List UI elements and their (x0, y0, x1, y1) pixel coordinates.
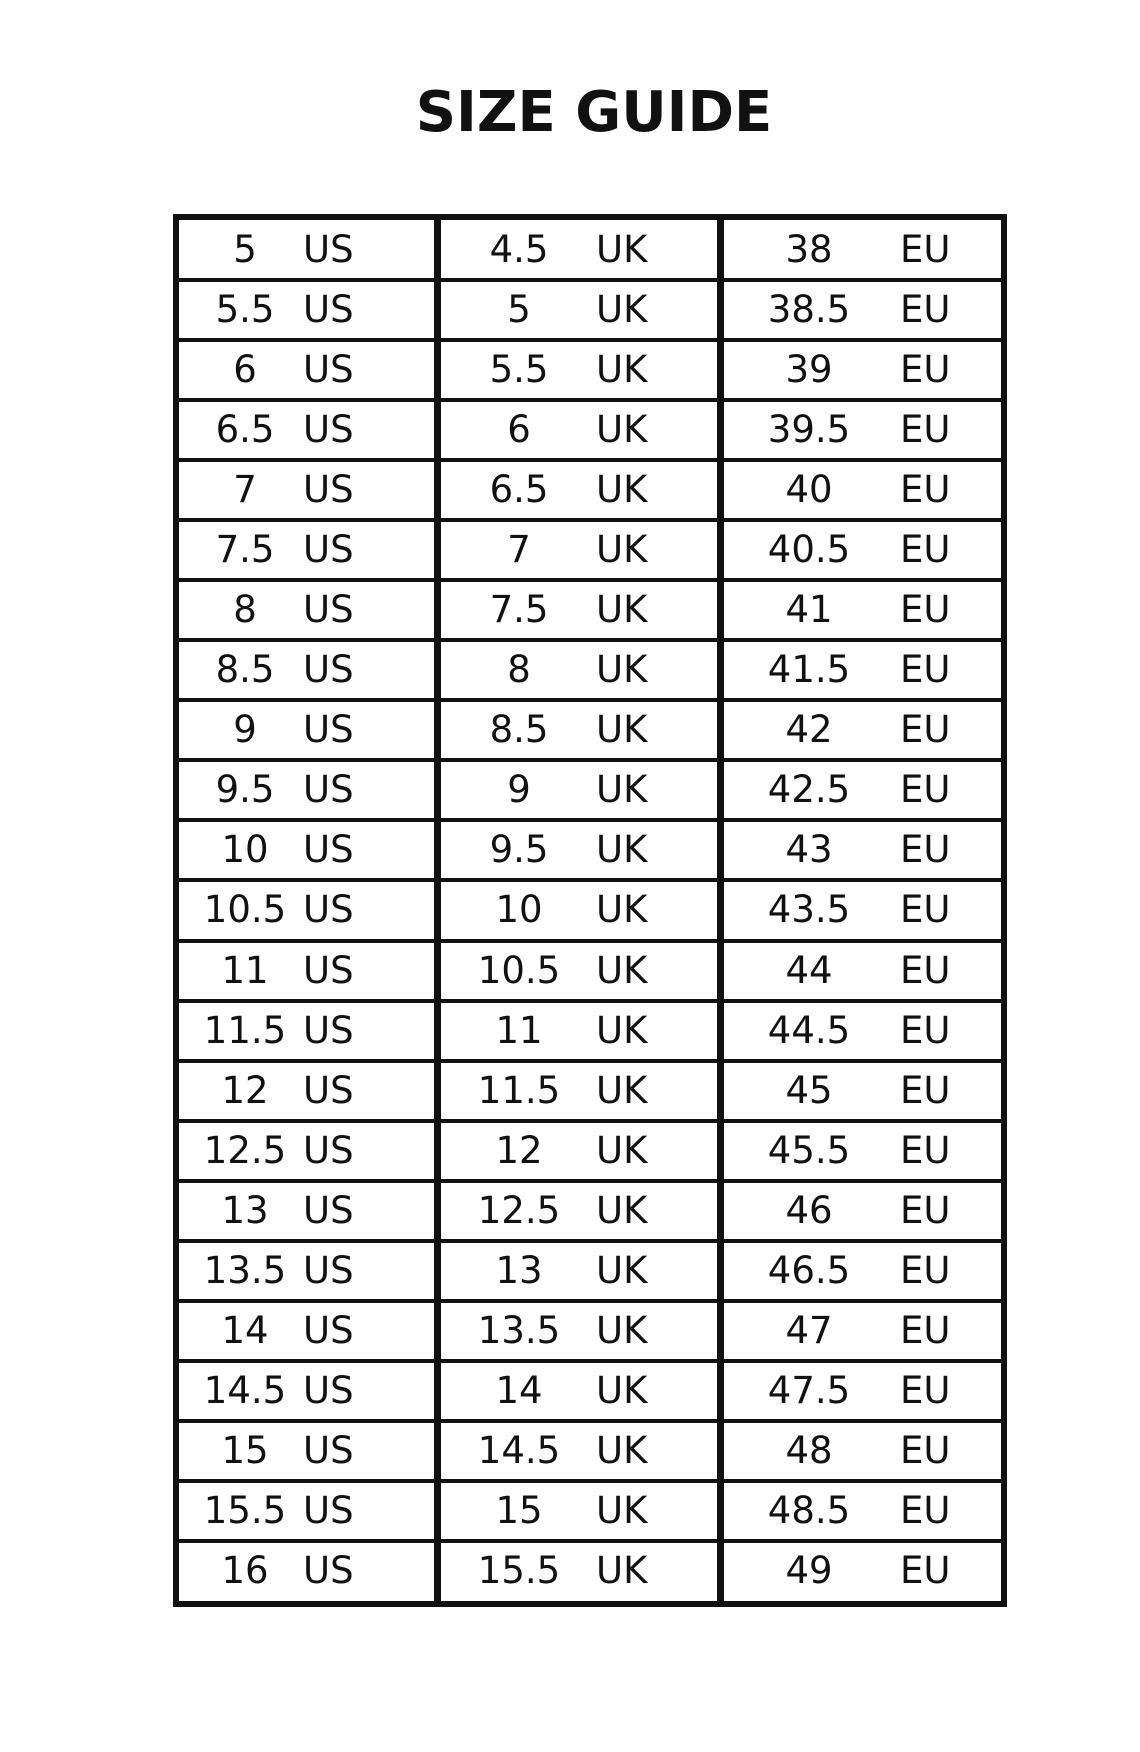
us-unit-label: US (303, 1068, 354, 1112)
us-size-value: 7.5 (215, 528, 275, 572)
table-row (179, 280, 1001, 340)
table-row (179, 1361, 1001, 1421)
us-unit-label: US (303, 948, 354, 992)
uk-size-value: 6 (507, 408, 531, 452)
uk-size-value: 4.5 (489, 228, 549, 271)
eu-size-value: 44 (785, 948, 833, 992)
uk-size-value: 14 (495, 1368, 543, 1412)
eu-size-value: 45.5 (767, 1128, 851, 1172)
uk-size-value: 12 (495, 1128, 543, 1172)
eu-unit-label: EU (900, 948, 951, 992)
eu-unit-label: EU (900, 1008, 951, 1052)
us-unit-label: US (303, 1128, 354, 1172)
us-unit-label: US (303, 1308, 354, 1352)
eu-size-value: 43 (785, 828, 833, 872)
eu-size-value: 43.5 (767, 888, 851, 932)
uk-unit-label: UK (596, 468, 648, 512)
eu-unit-label: EU (900, 288, 951, 332)
uk-unit-label: UK (596, 948, 648, 992)
us-size-value: 9 (233, 708, 257, 752)
uk-unit-label: UK (596, 1068, 648, 1112)
us-size-value: 12.5 (203, 1128, 287, 1172)
eu-size-value: 45 (785, 1068, 833, 1112)
uk-size-value: 14.5 (477, 1428, 561, 1472)
eu-unit-label: EU (900, 528, 951, 572)
uk-size-value: 9.5 (489, 828, 549, 872)
us-size-value: 13.5 (203, 1248, 287, 1292)
eu-unit-label: EU (900, 768, 951, 812)
eu-unit-label: EU (900, 468, 951, 512)
uk-unit-label: UK (596, 888, 648, 932)
eu-unit-label: EU (900, 888, 951, 932)
uk-size-value: 7.5 (489, 588, 549, 632)
table-row (179, 520, 1001, 580)
eu-unit-label: EU (900, 408, 951, 452)
eu-size-value: 47.5 (767, 1368, 851, 1412)
us-size-value: 5.5 (215, 288, 275, 332)
uk-size-value: 12.5 (477, 1188, 561, 1232)
eu-size-value: 49 (785, 1548, 833, 1592)
uk-unit-label: UK (596, 528, 648, 572)
eu-size-value: 44.5 (767, 1008, 851, 1052)
eu-unit-label: EU (900, 228, 951, 271)
us-size-value: 16 (221, 1548, 269, 1592)
uk-size-value: 9 (507, 768, 531, 812)
us-unit-label: US (303, 468, 354, 512)
uk-unit-label: UK (596, 1128, 648, 1172)
table-row (179, 340, 1001, 400)
us-size-value: 5 (233, 228, 257, 271)
us-unit-label: US (303, 348, 354, 392)
uk-unit-label: UK (596, 348, 648, 392)
us-unit-label: US (303, 528, 354, 572)
eu-unit-label: EU (900, 1368, 951, 1412)
uk-size-value: 6.5 (489, 468, 549, 512)
eu-size-value: 48 (785, 1428, 833, 1472)
uk-size-value: 15.5 (477, 1548, 561, 1592)
uk-unit-label: UK (596, 1548, 648, 1592)
eu-unit-label: EU (900, 648, 951, 692)
eu-size-value: 40.5 (767, 528, 851, 572)
eu-size-value: 42.5 (767, 768, 851, 812)
us-unit-label: US (303, 1188, 354, 1232)
eu-size-value: 40 (785, 468, 833, 512)
table-row (179, 1001, 1001, 1061)
table-row (179, 1121, 1001, 1181)
us-size-value: 14.5 (203, 1368, 287, 1412)
table-row (179, 1061, 1001, 1121)
table-row (179, 941, 1001, 1001)
us-unit-label: US (303, 1368, 354, 1412)
eu-unit-label: EU (900, 828, 951, 872)
uk-size-value: 11.5 (477, 1068, 561, 1112)
us-unit-label: US (303, 828, 354, 872)
size-table-rows (179, 220, 1001, 1601)
uk-unit-label: UK (596, 288, 648, 332)
uk-size-value: 10 (495, 888, 543, 932)
eu-size-value: 38.5 (767, 288, 851, 332)
uk-unit-label: UK (596, 708, 648, 752)
uk-size-value: 8 (507, 648, 531, 692)
eu-size-value: 42 (785, 708, 833, 752)
uk-size-value: 10.5 (477, 948, 561, 992)
uk-size-value: 13 (495, 1248, 543, 1292)
us-size-value: 13 (221, 1188, 269, 1232)
table-row (179, 460, 1001, 520)
table-row (179, 760, 1001, 820)
eu-size-value: 38 (785, 228, 833, 271)
uk-unit-label: UK (596, 1008, 648, 1052)
table-row (179, 1181, 1001, 1241)
us-unit-label: US (303, 1428, 354, 1472)
eu-size-value: 41.5 (767, 648, 851, 692)
eu-unit-label: EU (900, 1488, 951, 1532)
us-size-value: 8 (233, 588, 257, 632)
uk-unit-label: UK (596, 648, 648, 692)
us-unit-label: US (303, 288, 354, 332)
uk-size-value: 5 (507, 288, 531, 332)
us-unit-label: US (303, 1488, 354, 1532)
us-size-value: 12 (221, 1068, 269, 1112)
eu-unit-label: EU (900, 588, 951, 632)
us-unit-label: US (303, 708, 354, 752)
us-size-value: 10.5 (203, 888, 287, 932)
us-size-value: 10 (221, 828, 269, 872)
table-row (179, 580, 1001, 640)
eu-unit-label: EU (900, 348, 951, 392)
uk-size-value: 7 (507, 528, 531, 572)
eu-size-value: 39.5 (767, 408, 851, 452)
eu-unit-label: EU (900, 1248, 951, 1292)
us-size-value: 14 (221, 1308, 269, 1352)
us-unit-label: US (303, 588, 354, 632)
eu-unit-label: EU (900, 1188, 951, 1232)
eu-size-value: 48.5 (767, 1488, 851, 1532)
eu-unit-label: EU (900, 1428, 951, 1472)
uk-unit-label: UK (596, 1188, 648, 1232)
us-unit-label: US (303, 408, 354, 452)
uk-unit-label: UK (596, 588, 648, 632)
uk-size-value: 8.5 (489, 708, 549, 752)
table-row (179, 1541, 1001, 1601)
us-unit-label: US (303, 1548, 354, 1592)
us-size-value: 6 (233, 348, 257, 392)
us-size-value: 15.5 (203, 1488, 287, 1532)
eu-unit-label: EU (900, 1548, 951, 1592)
table-row (179, 1481, 1001, 1541)
table-row (179, 820, 1001, 880)
us-unit-label: US (303, 768, 354, 812)
uk-unit-label: UK (596, 1308, 648, 1352)
eu-size-value: 46.5 (767, 1248, 851, 1292)
uk-unit-label: UK (596, 228, 648, 271)
uk-unit-label: UK (596, 408, 648, 452)
table-row (179, 880, 1001, 940)
uk-unit-label: UK (596, 1248, 648, 1292)
us-unit-label: US (303, 1248, 354, 1292)
us-size-value: 9.5 (215, 768, 275, 812)
uk-size-value: 11 (495, 1008, 543, 1052)
us-unit-label: US (303, 228, 354, 271)
eu-size-value: 47 (785, 1308, 833, 1352)
uk-unit-label: UK (596, 1368, 648, 1412)
us-size-value: 15 (221, 1428, 269, 1472)
size-table (173, 214, 1007, 1607)
uk-unit-label: UK (596, 828, 648, 872)
us-size-value: 7 (233, 468, 257, 512)
eu-unit-label: EU (900, 708, 951, 752)
page-title: SIZE GUIDE (415, 80, 773, 145)
us-size-value: 6.5 (215, 408, 275, 452)
uk-size-value: 15 (495, 1488, 543, 1532)
table-row (179, 400, 1001, 460)
eu-size-value: 46 (785, 1188, 833, 1232)
us-unit-label: US (303, 888, 354, 932)
us-size-value: 11.5 (203, 1008, 287, 1052)
table-row (179, 700, 1001, 760)
table-row (179, 1241, 1001, 1301)
uk-unit-label: UK (596, 1488, 648, 1532)
us-size-value: 8.5 (215, 648, 275, 692)
uk-unit-label: UK (596, 768, 648, 812)
eu-unit-label: EU (900, 1128, 951, 1172)
us-size-value: 11 (221, 948, 269, 992)
eu-size-value: 41 (785, 588, 833, 632)
table-row (179, 1421, 1001, 1481)
eu-unit-label: EU (900, 1308, 951, 1352)
table-row (179, 220, 1001, 280)
us-unit-label: US (303, 648, 354, 692)
table-row (179, 1301, 1001, 1361)
uk-unit-label: UK (596, 1428, 648, 1472)
table-row (179, 640, 1001, 700)
uk-size-value: 5.5 (489, 348, 549, 392)
us-unit-label: US (303, 1008, 354, 1052)
eu-unit-label: EU (900, 1068, 951, 1112)
uk-size-value: 13.5 (477, 1308, 561, 1352)
eu-size-value: 39 (785, 348, 833, 392)
